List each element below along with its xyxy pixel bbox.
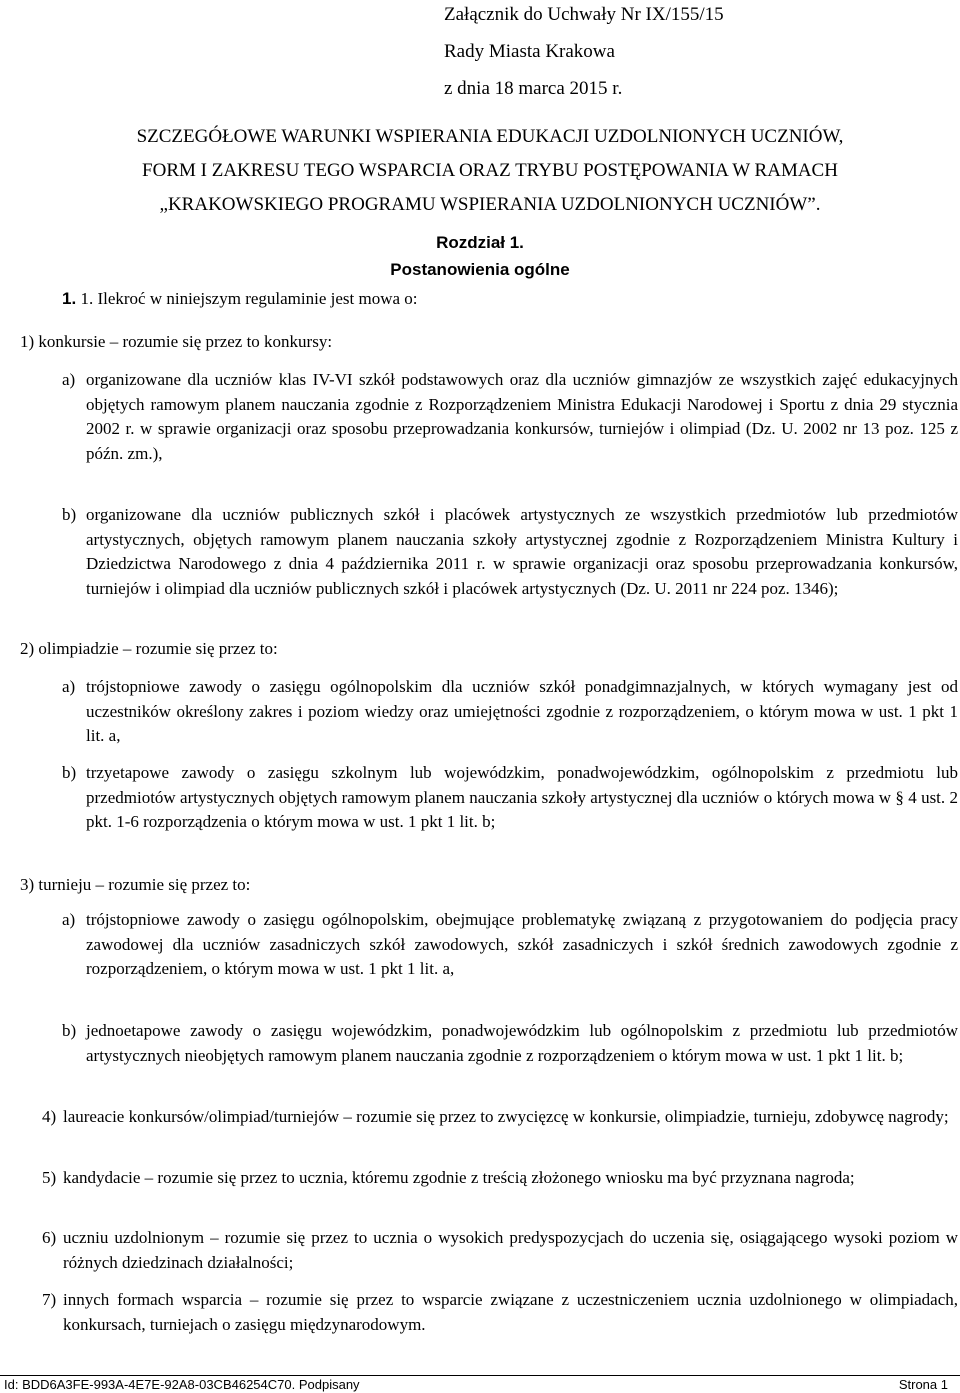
footer-page-number: Strona 1 [898, 1377, 948, 1392]
item-4-label: 4) [42, 1107, 57, 1126]
title-line-2: FORM I ZAKRESU TEGO WSPARCIA ORAZ TRYBU POSTĘPOWANIA W RAMACH [142, 160, 838, 181]
header-line-3: z dnia 18 marca 2015 r. [444, 78, 623, 99]
item-1-label: 1) konkursie – rozumie się przez to konkursy: [20, 332, 333, 351]
item-2b-label: b) [62, 763, 77, 782]
item-2-label: 2) olimpiadzie – rozumie się przez to: [20, 639, 278, 658]
header-line-1: Załącznik do Uchwały Nr IX/155/15 [444, 4, 724, 25]
item-6-label: 6) [42, 1228, 57, 1247]
item-7-text: innych formach wsparcia – rozumie się przez to wsparcie związane z uczestniczeniem ucznia uzdolnionego w olimpiadach, konkursach, turniejach o zasięgu międzynarodowym. [63, 1290, 958, 1334]
chapter-heading [0, 229, 960, 283]
chapter-number: Rozdział 1. [436, 233, 524, 252]
item-1a-label: a) [62, 370, 76, 389]
item-2b-text: trzyetapowe zawody o zasięgu szkolnym lub wojewódzkim, ponadwojewódzkim, ogólnopolskim z przedmiotu lub przedmiotów artystycznych objętych ramowym planem nauczania szkoły artystycznej dla uczniów o których mowa w § 4 ust. 2 pkt. 1-6 rozporządzenia o którym mowa w ust. 1 pkt 1 lit. b; [86, 763, 958, 832]
title-line-1: SZCZEGÓŁOWE WARUNKI WSPIERANIA EDUKACJI UZDOLNIONYCH UCZNIÓW, [136, 126, 844, 147]
item-2a-text: trójstopniowe zawody o zasięgu ogólnopolskim dla uczniów szkół ponadgimnazjalnych, w których wymagany jest od uczestników określony zakres i poziom wiedzy oraz umiejętności zgodnie z rozporządzeniem, o którym mowa w ust. 1 pkt 1 lit. a, [86, 677, 958, 746]
item-4-text: laureacie konkursów/olimpiad/turniejów – rozumie się przez to zwycięzcę w konkursie, olimpiadzie, turnieju, zdobywcę nagrody; [63, 1107, 949, 1126]
paragraph-marker: 1. [62, 289, 77, 308]
item-5-label: 5) [42, 1168, 57, 1187]
attachment-header [444, 0, 944, 107]
item-3b-label: b) [62, 1021, 77, 1040]
header-line-2: Rady Miasta Krakowa [444, 41, 615, 62]
item-6-text: uczniu uzdolnionym – rozumie się przez to ucznia o wysokich predyspozycjach do uczenia się, osiągającego wysoki poziom w różnych dziedzinach działalności; [63, 1228, 958, 1272]
item-3a-label: a) [62, 910, 76, 929]
document-title [30, 120, 950, 222]
item-1b-label: b) [62, 505, 77, 524]
item-7-label: 7) [42, 1290, 57, 1309]
title-line-3: „KRAKOWSKIEGO PROGRAMU WSPIERANIA UZDOLNIONYCH UCZNIÓW”. [159, 194, 821, 215]
item-1a-text: organizowane dla uczniów klas IV-VI szkół podstawowych oraz dla uczniów gimnazjów ze wszystkich zajęć edukacyjnych objętych ramowym planem nauczania zgodnie z Rozporządzeniem Ministra Edukacji Narodowej i Sportu z dnia 29 stycznia 2002 r. w sprawie organizacji oraz sposobu przeprowadzania konkursów, turniejów i olimpiad (Dz. U. 2002 nr 13 poz. 125 z późn. zm.), [86, 370, 958, 463]
footer-document-id: Id: BDD6A3FE-993A-4E7E-92A8-03CB46254C70. Podpisany [4, 1377, 360, 1392]
item-3a-text: trójstopniowe zawody o zasięgu ogólnopolskim, obejmujące problematykę związaną z przygotowaniem do podjęcia pracy zawodowej dla uczniów zasadniczych szkół zawodowych, szkół zasadniczych i szkół średnich zawodowych zgodnie z rozporządzeniem, o którym mowa w ust. 1 pkt 1 lit. a, [86, 910, 958, 979]
chapter-name: Postanowienia ogólne [390, 260, 570, 279]
paragraph-intro-text: 1. Ilekroć w niniejszym regulaminie jest mowa o: [80, 289, 418, 308]
item-1b-text: organizowane dla uczniów publicznych szkół i placówek artystycznych ze wszystkich przedmiotów lub przedmiotów artystycznych, objętych ramowym planem nauczania szkoły artystycznej zgodnie z Rozporządzeniem Ministra Kultury i Dziedzictwa Narodowego z dnia 4 października 2011 r. w sprawie organizacji oraz sposobu przeprowadzania konkursów, turniejów i olimpiad dla uczniów publicznych szkół i placówek artystycznych (Dz. U. 2011 nr 224 poz. 1346); [86, 505, 958, 598]
item-3b-text: jednoetapowe zawody o zasięgu wojewódzkim, ponadwojewódzkim lub ogólnopolskim z przedmiotu lub przedmiotów artystycznych nieobjętych ramowym planem nauczania zgodnie z rozporządzeniem o którym mowa w ust. 1 pkt 1 lit. b; [86, 1021, 958, 1065]
footer-divider [0, 1375, 960, 1376]
item-2a-label: a) [62, 677, 76, 696]
item-5-text: kandydacie – rozumie się przez to ucznia, któremu zgodnie z treścią złożonego wniosku ma być przyznana nagroda; [63, 1168, 855, 1187]
paragraph-intro [62, 286, 942, 312]
item-3-label: 3) turnieju – rozumie się przez to: [20, 875, 251, 894]
